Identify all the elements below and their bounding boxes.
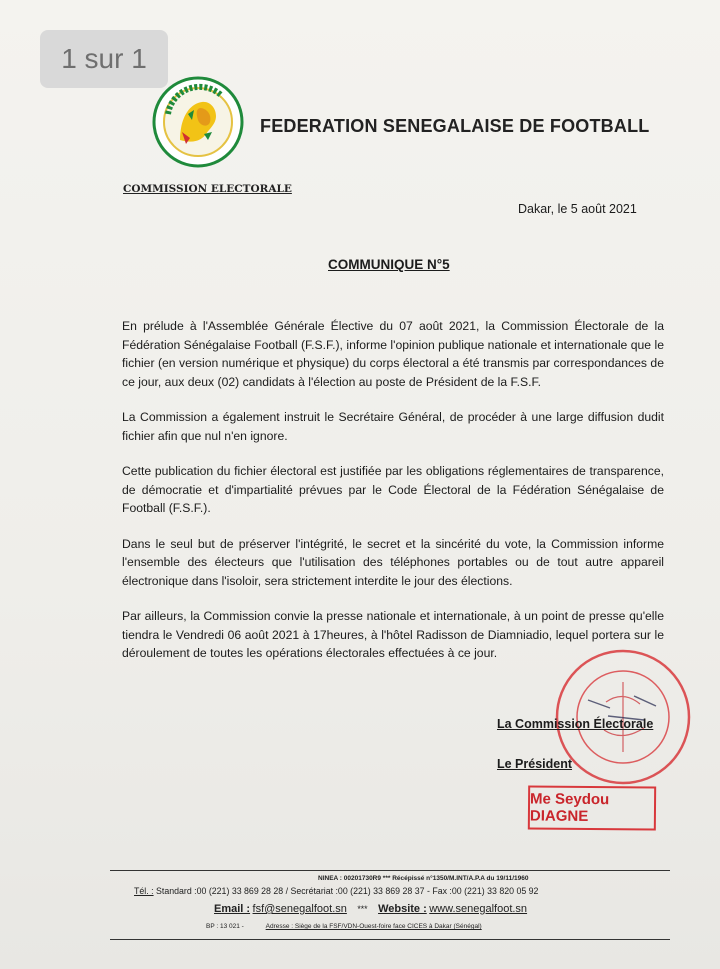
signature-role: Le Président [497, 757, 573, 771]
signatory-name: Me Seydou DIAGNE [529, 790, 610, 825]
website-label: Website : [378, 903, 427, 915]
phone-line [134, 886, 538, 896]
email-label: Email : [214, 903, 251, 915]
page-counter-label: 1 sur 1 [61, 43, 147, 74]
paragraph-2: La Commission a également instruit le Secrétaire Général, de procéder à une large diffusion dudit fichier afin que nul n'en ignore. [122, 410, 664, 443]
signatory-name-stamp [528, 785, 656, 830]
organization-name: FEDERATION SENEGALAISE DE FOOTBALL [260, 116, 650, 136]
email-link[interactable]: fsf@senegalfoot.sn [252, 903, 347, 915]
document-body [122, 317, 664, 680]
address-line [206, 923, 482, 930]
paragraph-1: En prélude à l'Assemblée Générale Élective du 07 août 2021, la Commission Électorale de la Fédération Sénégalaise Football (F.S.F.), informe l'opinion publique nationale et internationale que le fichier (en version numérique et physique) du corps électoral a été transmis par correspondances de ce jour, aux deux (02) candidats à l'élection au poste de Président de la F.S.F. [122, 319, 664, 389]
paragraph-5: Par ailleurs, la Commission convie la presse nationale et internationale, à un point de presse qu'elle tiendra le Vendredi 06 août 2021 à 17heures, à l'hôtel Radisson de Diamniadio, lequel portera sur le déroulement de toutes les opérations électorales effectuées à ce jour. [122, 609, 664, 660]
fsf-logo [150, 74, 246, 170]
page-counter-badge [40, 30, 168, 88]
registration-line: NINEA : 00201730R9 *** Récépissé n°1350/M.INT/A.P.A du 19/11/1960 [318, 875, 529, 882]
letterhead-footer [110, 870, 670, 940]
paragraph-3: Cette publication du fichier électoral est justifiée par les obligations réglementaires de transparence, de démocratie et d'impartialité prévues par le Code Électoral de la Fédération Sénégalaise de Football (F.S.F.). [122, 464, 664, 515]
postal-box: BP : 13 021 - [206, 923, 244, 930]
signature-organization: La Commission Électorale [497, 717, 654, 731]
document-title: COMMUNIQUE N°5 [328, 257, 450, 272]
paragraph-4: Dans le seul but de préserver l'intégrité, le secret et la sincérité du vote, la Commission informe l'ensemble des électeurs que l'utilisation des téléphones portables ou de tout autre appareil électronique dans l'isoloir, sera strictement interdite le jour des élections. [122, 536, 664, 588]
website-link[interactable]: www.senegalfoot.sn [429, 903, 528, 915]
street-address: Adresse : Siège de la FSF/VDN-Ouest-foire face CICES à Dakar (Sénégal) [265, 923, 482, 930]
document-date: Dakar, le 5 août 2021 [518, 202, 637, 216]
contact-separator: *** [357, 904, 368, 914]
contact-line [214, 903, 527, 915]
department-label: COMMISSION ELECTORALE [123, 183, 292, 195]
phone-numbers: Standard :00 (221) 33 869 28 28 / Secrétariat :00 (221) 33 869 28 37 - Fax :00 (221) 33 820 05 92 [156, 886, 539, 896]
phone-label: Tél. : [134, 886, 154, 896]
